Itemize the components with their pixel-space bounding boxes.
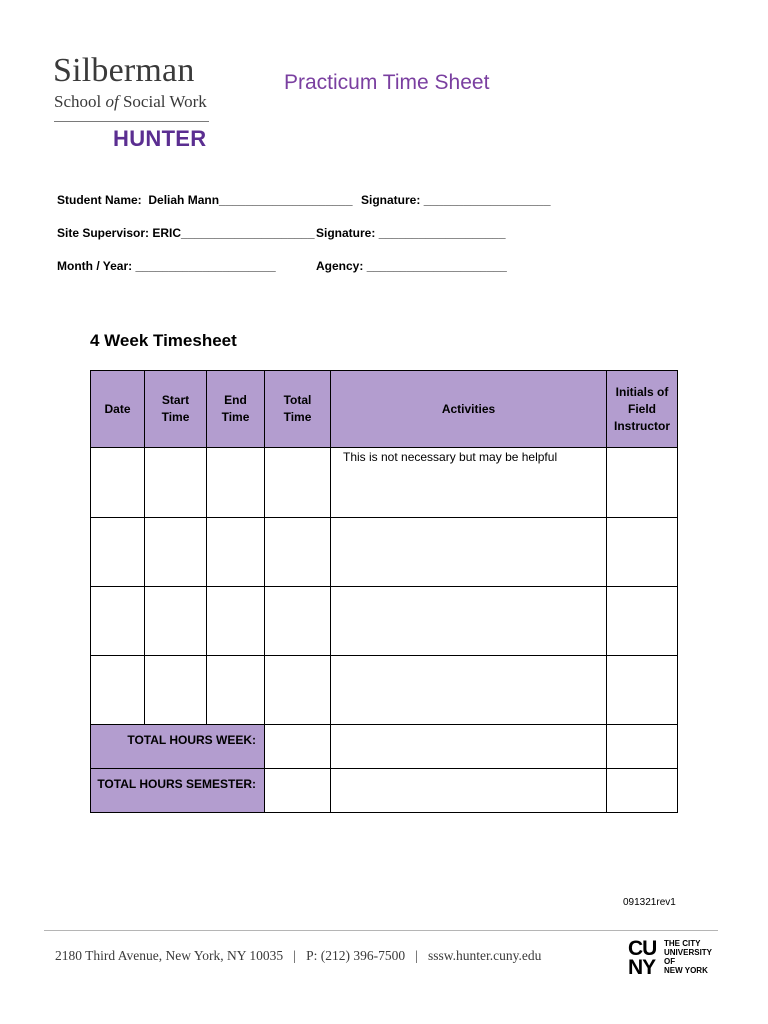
cell-initials[interactable] — [607, 587, 678, 656]
cuny-mark-bottom: NY — [628, 956, 656, 977]
logo-hunter: HUNTER — [113, 126, 207, 151]
cell-date[interactable] — [91, 518, 145, 587]
footer-divider — [44, 930, 718, 931]
footer-address: 2180 Third Avenue, New York, NY 10035 | P: (212) 396-7500 | sssw.hunter.cuny.edu — [55, 948, 542, 963]
cell-end-time[interactable] — [207, 518, 265, 587]
table-row — [91, 518, 678, 587]
page-title: Practicum Time Sheet — [284, 71, 490, 94]
cuny-text-line2: UNIVERSITY — [664, 948, 713, 957]
cell-initials[interactable] — [607, 448, 678, 518]
revision-code: 091321rev1 — [623, 897, 676, 908]
section-title: 4 Week Timesheet — [90, 331, 237, 350]
month-year-value: _____________________ — [135, 259, 276, 273]
cell-end-time[interactable] — [207, 448, 265, 518]
cell-start-time[interactable] — [145, 587, 207, 656]
total-week-row — [91, 725, 678, 769]
header-end-time — [207, 371, 265, 448]
total-hours-semester-initials[interactable] — [607, 769, 678, 813]
cell-initials[interactable] — [607, 518, 678, 587]
table-row — [91, 587, 678, 656]
site-supervisor-value: ERIC____________________ — [152, 226, 315, 240]
total-hours-week-activities[interactable] — [331, 725, 607, 769]
month-year-label: Month / Year: — [57, 259, 133, 273]
logo-school-post: Social Work — [118, 92, 207, 111]
header-total-time-line2: Time — [283, 410, 312, 424]
header-activities: Activities — [331, 371, 607, 448]
cell-end-time[interactable] — [207, 587, 265, 656]
total-hours-week-initials[interactable] — [607, 725, 678, 769]
cell-total-time[interactable] — [265, 518, 331, 587]
total-hours-week-label: TOTAL HOURS WEEK: — [91, 725, 265, 769]
logo-divider — [54, 121, 209, 122]
cell-activities[interactable] — [331, 448, 607, 518]
header-initials — [607, 371, 678, 448]
header-date: Date — [91, 371, 145, 448]
logo-school-pre: School — [54, 92, 106, 111]
student-name-label: Student Name: — [57, 193, 142, 207]
cell-initials[interactable] — [607, 656, 678, 725]
month-year-field[interactable] — [57, 258, 276, 274]
cell-date[interactable] — [91, 448, 145, 518]
header-start-time-line2: Time — [161, 410, 190, 424]
signature-2-value: ___________________ — [378, 226, 506, 240]
total-hours-semester-cell[interactable] — [265, 769, 331, 813]
cell-date[interactable] — [91, 656, 145, 725]
agency-value: _____________________ — [366, 259, 507, 273]
site-supervisor-label: Site Supervisor: — [57, 226, 150, 240]
signature-field-1[interactable] — [361, 192, 551, 208]
agency-field[interactable] — [316, 258, 507, 274]
cell-start-time[interactable] — [145, 656, 207, 725]
signature-2-label: Signature: — [316, 226, 376, 240]
cuny-logo — [628, 937, 718, 977]
cell-start-time[interactable] — [145, 518, 207, 587]
total-hours-semester-activities[interactable] — [331, 769, 607, 813]
cell-start-time[interactable] — [145, 448, 207, 518]
header-end-time-line1: End — [224, 393, 247, 407]
cell-total-time[interactable] — [265, 587, 331, 656]
cell-total-time[interactable] — [265, 656, 331, 725]
logo-silberman: Silberman — [53, 52, 195, 89]
cuny-text-line4: NEW YORK — [664, 966, 708, 975]
timesheet-table — [90, 370, 678, 813]
logo-school-of-social-work — [54, 92, 207, 112]
cuny-logo-graphic — [628, 937, 718, 977]
signature-1-value: ___________________ — [423, 193, 551, 207]
cell-end-time[interactable] — [207, 656, 265, 725]
cell-total-time[interactable] — [265, 448, 331, 518]
cell-date[interactable] — [91, 587, 145, 656]
site-supervisor-field[interactable] — [57, 225, 315, 241]
signature-field-2[interactable] — [316, 225, 506, 241]
agency-label: Agency: — [316, 259, 364, 273]
table-header-row — [91, 371, 678, 448]
cuny-mark-top: CU — [628, 937, 657, 960]
header-initials-line3: Instructor — [613, 418, 670, 433]
student-name-value: Deliah Mann____________________ — [148, 193, 353, 207]
signature-1-label: Signature: — [361, 193, 421, 207]
header-total-time-line1: Total — [283, 393, 312, 407]
logo-school-of: of — [105, 92, 119, 111]
cell-activities[interactable] — [331, 518, 607, 587]
header-initials-line1: Initials of — [615, 384, 669, 399]
student-name-field[interactable] — [57, 192, 353, 208]
header-start-time-line1: Start — [161, 393, 190, 407]
cuny-text-line3: OF — [664, 957, 676, 966]
cell-activities[interactable] — [331, 587, 607, 656]
total-hours-semester-label: TOTAL HOURS SEMESTER: — [91, 769, 265, 813]
header-start-time — [145, 371, 207, 448]
activities-note: This is not necessary but may be helpful — [343, 450, 558, 464]
table-row — [91, 656, 678, 725]
cuny-text-line1: THE CITY — [664, 939, 701, 948]
total-hours-week-cell[interactable] — [265, 725, 331, 769]
cell-activities[interactable] — [331, 656, 607, 725]
header-total-time — [265, 371, 331, 448]
header-initials-line2: Field — [627, 401, 656, 416]
header-end-time-line2: Time — [221, 410, 250, 424]
total-semester-row — [91, 769, 678, 813]
table-row — [91, 448, 678, 518]
